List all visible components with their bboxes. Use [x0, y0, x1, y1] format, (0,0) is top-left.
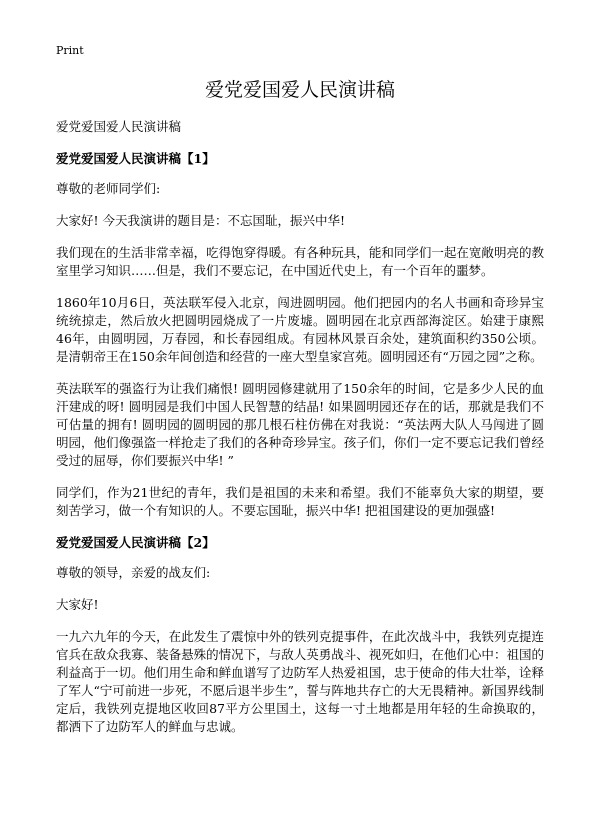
section-1 [56, 150, 544, 520]
section-heading: 爱党爱国爱人民演讲稿【2】 [56, 535, 215, 550]
print-label: Print [56, 44, 84, 57]
section-2 [56, 534, 544, 736]
salutation: 尊敬的老师同学们: [56, 181, 161, 196]
paragraph: 1860年10月6日，英法联军侵入北京，闯进圆明园。他们把园内的名人书画和奇珍异宝统统掠走，然后放火把圆明园烧成了一片废墟。圆明园在北京西部海淀区。始建于康熙46年，由圆明园，万春园，和长春园组成。有园林风景百余处，建筑面积约350公顷。是清朝帝王在150余年间创造和经营的一座大型皇家宫苑。圆明园还有“万园之园”之称。 [56, 295, 544, 364]
paragraph: 一九六九年的今天，在此发生了震惊中外的铁列克提事件，在此次战斗中，我铁列克提连官兵在敌众我寡、装备悬殊的情况下，与敌人英勇战斗、视死如归，在他们心中：祖国的利益高于一切。他们用生命和鲜血谱写了边防军人热爱祖国，忠于使命的伟大壮举，诠释了军人“宁可前进一步死，不愿后退半步生”，誓与阵地共存亡的大无畏精神。新国界线制定后，我铁列克提地区收回87平方公里国土，这每一寸土地都是用年轻的生命换取的，都洒下了边防军人的鲜血与忠诚。 [56, 629, 544, 734]
paragraph: 同学们，作为21世纪的青年，我们是祖国的未来和希望。我们不能辜负大家的期望，要刻苦学习，做一个有知识的人。不要忘国耻，振兴中华! 把祖国建设的更加强盛! [56, 485, 544, 518]
document-subtitle: 爱党爱国爱人民演讲稿 [56, 119, 182, 134]
section-heading: 爱党爱国爱人民演讲稿【1】 [56, 151, 215, 166]
paragraph: 我们现在的生活非常幸福，吃得饱穿得暖。有各种玩具，能和同学们一起在宽敞明亮的教室里学习知识……但是，我们不要忘记，在中国近代史上，有一个百年的噩梦。 [56, 245, 544, 278]
salutation: 尊敬的领导，亲爱的战友们: [56, 565, 211, 580]
paragraph: 英法联军的强盗行为让我们痛恨! 圆明园修建就用了150余年的时间，它是多少人民的血汗建成的呀! 圆明园是我们中国人民智慧的结晶! 如果圆明园还存在的话，那就是我们不可估量的拥有! 圆明园的圆明园的那几根石柱仿佛在对我说：“英法两大队人马闯进了圆明园，他们像强盗一样抢走了我们的各种奇珍异宝。孩子们，你们一定不要忘记我们曾经受过的屈辱，你们要振兴中华! ” [56, 381, 544, 468]
document-title: 爱党爱国爱人民演讲稿 [204, 79, 395, 101]
paragraph: 大家好! [56, 597, 99, 612]
paragraph: 大家好! 今天我演讲的题目是：不忘国耻，振兴中华! [56, 213, 346, 228]
